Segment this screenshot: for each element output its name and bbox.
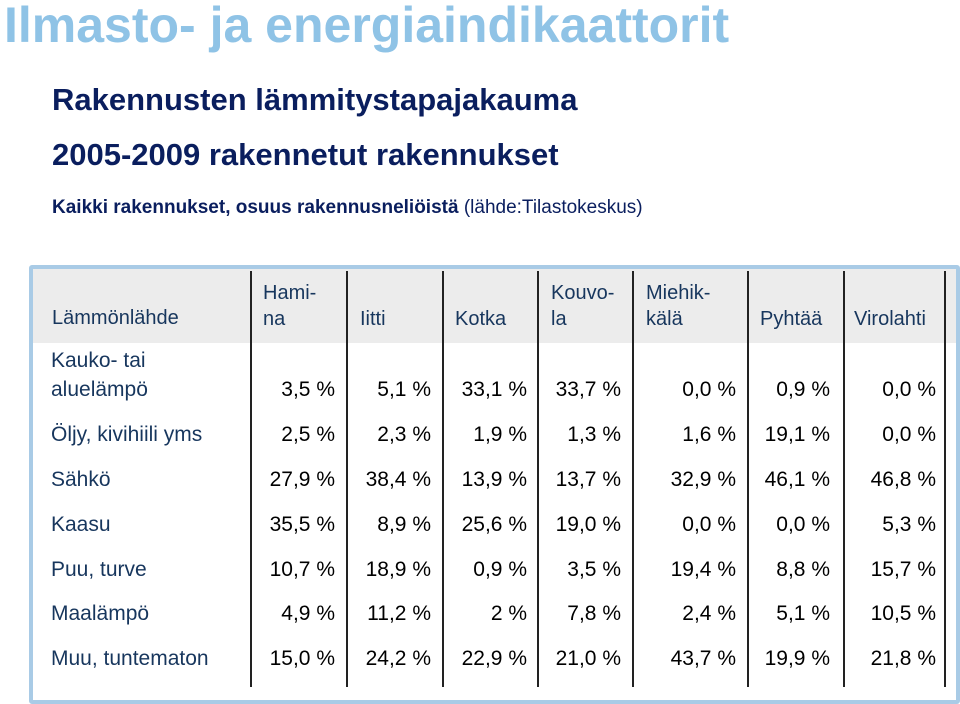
row-header-label: Lämmönlähde bbox=[52, 307, 179, 329]
row-label: Maalämpö bbox=[51, 602, 150, 625]
column-header: Iitti bbox=[360, 308, 386, 330]
column-header: kälä bbox=[646, 308, 683, 330]
column-header-line1: Hami- bbox=[263, 282, 317, 304]
table-cell: 19,4 % bbox=[670, 558, 736, 581]
row-label: Puu, turve bbox=[51, 558, 147, 581]
table-cell: 0,0 % bbox=[776, 513, 830, 536]
table-cell: 21,0 % bbox=[555, 647, 621, 670]
table-cell: 13,9 % bbox=[461, 468, 527, 491]
table-cell: 5,1 % bbox=[776, 602, 830, 625]
table-cell: 3,5 % bbox=[567, 558, 621, 581]
table-cell: 8,8 % bbox=[776, 558, 830, 581]
column-header: Pyhtää bbox=[760, 308, 823, 330]
table-cell: 46,1 % bbox=[764, 468, 830, 491]
table-cell: 22,9 % bbox=[461, 647, 527, 670]
table-cell: 19,9 % bbox=[764, 647, 830, 670]
table-cell: 43,7 % bbox=[670, 647, 736, 670]
column-header: la bbox=[551, 308, 567, 330]
table-cell: 0,9 % bbox=[776, 378, 830, 401]
chart-subtitle-2: 2005-2009 rakennetut rakennukset bbox=[52, 137, 559, 172]
table-cell: 10,5 % bbox=[870, 602, 936, 625]
table-cell: 33,1 % bbox=[461, 378, 527, 401]
table-cell: 21,8 % bbox=[870, 647, 936, 670]
table-cell: 19,1 % bbox=[764, 423, 830, 446]
table-cell: 19,0 % bbox=[555, 513, 621, 536]
table-cell: 46,8 % bbox=[870, 468, 936, 491]
table-cell: 33,7 % bbox=[555, 378, 621, 401]
table-cell: 18,9 % bbox=[365, 558, 431, 581]
table-cell: 4,9 % bbox=[281, 602, 335, 625]
table-cell: 38,4 % bbox=[365, 468, 431, 491]
table-cell: 32,9 % bbox=[670, 468, 736, 491]
row-label: Kaasu bbox=[51, 513, 111, 536]
data-table bbox=[29, 265, 960, 704]
table-cell: 0,0 % bbox=[882, 378, 936, 401]
table-cell: 24,2 % bbox=[365, 647, 431, 670]
table-cell: 15,0 % bbox=[269, 647, 335, 670]
table-cell: 0,0 % bbox=[882, 423, 936, 446]
table-cell: 7,8 % bbox=[567, 602, 621, 625]
source-note-source: (lähde:Tilastokeskus) bbox=[458, 197, 643, 218]
table-cell: 1,6 % bbox=[682, 423, 736, 446]
table-cell: 13,7 % bbox=[555, 468, 621, 491]
column-divider bbox=[843, 271, 845, 687]
row-label: Öljy, kivihiili yms bbox=[51, 423, 203, 446]
table-cell: 5,1 % bbox=[377, 378, 431, 401]
table-cell: 0,0 % bbox=[682, 378, 736, 401]
table-cell: 27,9 % bbox=[269, 468, 335, 491]
row-label-line1: Kauko- tai bbox=[51, 349, 146, 372]
table-cell: 1,3 % bbox=[567, 423, 621, 446]
column-divider bbox=[632, 271, 634, 687]
column-divider bbox=[944, 271, 946, 687]
column-header-line1: Miehik- bbox=[646, 282, 711, 304]
source-note-main: Kaikki rakennukset, osuus rakennusneliöistä bbox=[52, 197, 459, 218]
table-cell: 10,7 % bbox=[269, 558, 335, 581]
column-header: Kotka bbox=[455, 308, 507, 330]
table-cell: 1,9 % bbox=[473, 423, 527, 446]
table-cell: 2,5 % bbox=[281, 423, 335, 446]
table-cell: 0,0 % bbox=[682, 513, 736, 536]
table-cell: 8,9 % bbox=[377, 513, 431, 536]
table-cell: 15,7 % bbox=[870, 558, 936, 581]
table-cell: 2,3 % bbox=[377, 423, 431, 446]
table-cell: 2,4 % bbox=[682, 602, 736, 625]
chart-subtitle-1: Rakennusten lämmitystapajakauma bbox=[52, 82, 578, 117]
column-header-line1: Kouvo- bbox=[551, 282, 615, 304]
table-cell: 2 % bbox=[490, 602, 527, 625]
table-cell: 35,5 % bbox=[269, 513, 335, 536]
table-cell: 5,3 % bbox=[882, 513, 936, 536]
column-header: Virolahti bbox=[854, 308, 926, 330]
table-cell: 25,6 % bbox=[461, 513, 527, 536]
row-label: Sähkö bbox=[51, 468, 111, 491]
table-cell: 0,9 % bbox=[473, 558, 527, 581]
row-label: aluelämpö bbox=[51, 378, 148, 401]
table-cell: 11,2 % bbox=[367, 602, 431, 625]
column-header: na bbox=[263, 308, 286, 330]
table-cell: 3,5 % bbox=[281, 378, 335, 401]
page-title: Ilmasto- ja energiaindikaattorit bbox=[4, 0, 730, 53]
row-label: Muu, tuntematon bbox=[51, 647, 209, 670]
source-note bbox=[52, 197, 643, 219]
